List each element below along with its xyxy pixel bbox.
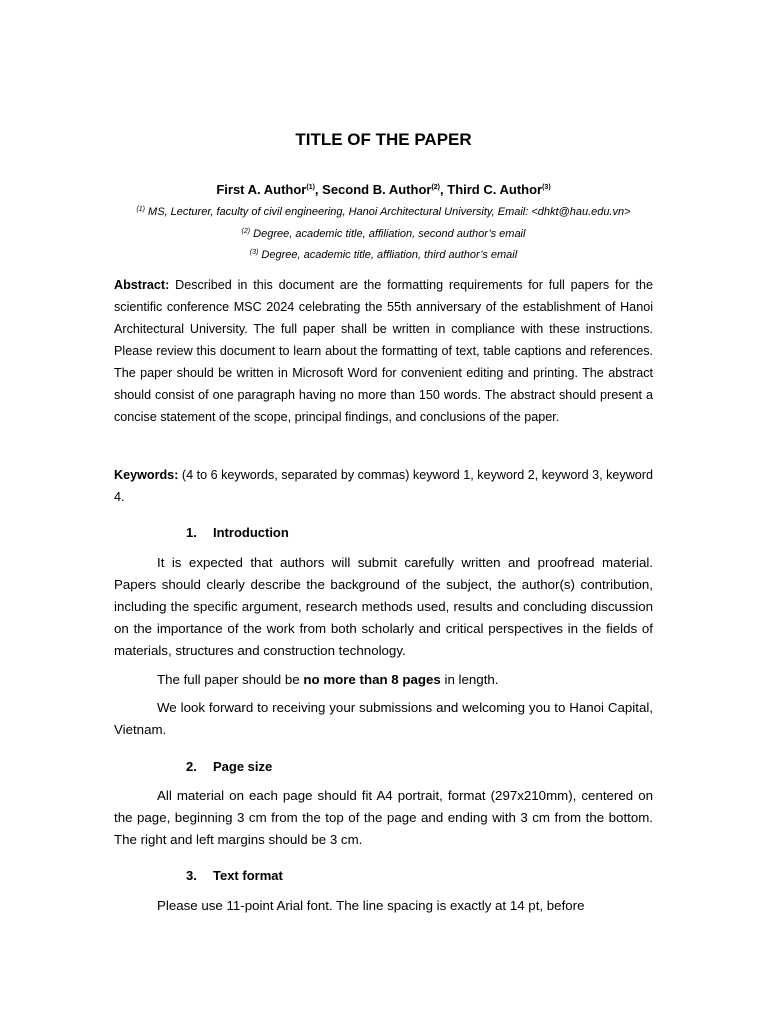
author-2-marker: (2) <box>431 184 441 191</box>
section-number: 3. <box>186 868 197 883</box>
author-separator: , <box>314 182 323 197</box>
author-1-name: First A. Author <box>216 182 307 197</box>
affiliation-2-text: Degree, academic title, affiliation, second author’s email <box>250 228 526 240</box>
intro-paragraph-2-before: The full paper should be <box>157 672 304 687</box>
author-3-marker: (3) <box>542 184 551 191</box>
page-size-paragraph: All material on each page should fit A4 portrait, format (297x210mm), centered on the page, beginning 3 cm from the top of the page and ending with 3 cm from the bottom. The right and left margins should be 3 cm. <box>114 788 653 847</box>
author-separator: , <box>440 182 448 197</box>
paper-title: TITLE OF THE PAPER <box>295 130 472 149</box>
section-title: Text format <box>213 868 283 883</box>
page-limit-emphasis: no more than 8 pages <box>303 672 441 687</box>
author-3-name: Third C. Author <box>447 182 543 197</box>
abstract-text: Described in this document are the formatting requirements for full papers for the scientific conference MSC 2024 celebrating the 55th anniversary of the establishment of Hanoi Architectural University. The full paper shall be written in compliance with these instructions. Please review this document to learn about the formatting of text, table captions and references. The paper should be written in Microsoft Word for convenient editing and printing. The abstract should consist of one paragraph having no more than 150 words. The abstract should present a concise statement of the scope, principal findings, and conclusions of the paper. <box>114 278 653 424</box>
intro-paragraph-2 <box>114 669 653 691</box>
affiliation-1-marker: (1) <box>136 206 145 213</box>
affiliation-3-text: Degree, academic title, affliation, third author’s email <box>258 249 518 261</box>
author-line <box>114 181 653 199</box>
abstract <box>114 274 653 428</box>
affiliation-1-text: MS, Lecturer, faculty of civil engineering, Hanoi Architectural University, Email: <dhkt@hau.edu.vn> <box>144 206 631 218</box>
affiliation-2 <box>94 227 673 241</box>
abstract-label: Abstract: <box>114 278 170 292</box>
affiliation-2-marker: (2) <box>241 228 251 235</box>
affiliation-3 <box>94 248 673 262</box>
section-number: 1. <box>186 525 197 540</box>
section-heading-introduction <box>186 524 289 542</box>
section-heading-text-format <box>186 867 283 885</box>
intro-paragraph-2-after: in length. <box>440 672 499 687</box>
keywords <box>114 464 653 508</box>
section-number: 2. <box>186 759 197 774</box>
section-heading-page-size <box>186 758 272 776</box>
intro-paragraph-1: It is expected that authors will submit carefully written and proofread material. Papers should clearly describe the background of the subject, the author(s) contribution, including the specific argument, research methods used, results and concluding discussion on the importance of the work from both scholarly and critical perspectives in the fields of materials, structures and construction technology. <box>114 555 653 658</box>
affiliation-1 <box>94 205 673 219</box>
text-format-paragraph: Please use 11-point Arial font. The line spacing is exactly at 14 pt, before <box>157 898 585 913</box>
keywords-text: (4 to 6 keywords, separated by commas) keyword 1, keyword 2, keyword 3, keyword 4. <box>114 468 653 504</box>
section-title: Page size <box>213 759 273 774</box>
keywords-label: Keywords: <box>114 468 179 482</box>
author-1-marker: (1) <box>306 184 315 191</box>
section-title: Introduction <box>213 525 289 540</box>
author-2-name: Second B. Author <box>322 182 432 197</box>
affiliation-3-marker: (3) <box>249 249 259 256</box>
intro-paragraph-3: We look forward to receiving your submissions and welcoming you to Hanoi Capital, Vietnam. <box>114 700 653 737</box>
